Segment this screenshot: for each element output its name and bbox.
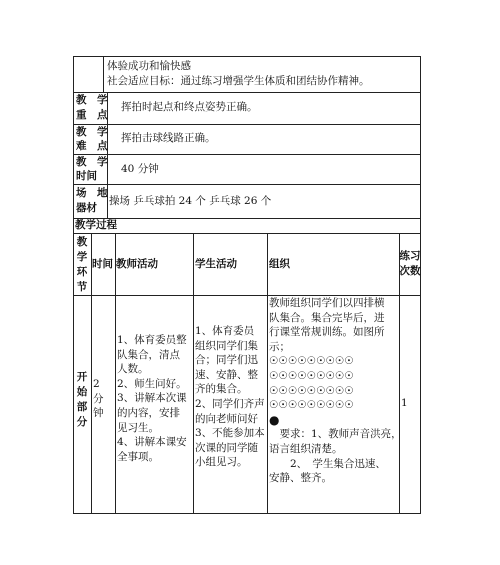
opening-time: 2 分 钟	[93, 378, 104, 420]
header-stage: 教 学 环 节	[76, 236, 88, 293]
table-border-right	[420, 56, 421, 514]
time-value: 40 分钟	[121, 163, 159, 175]
row-divider	[73, 218, 421, 219]
key-point-value: 挥拍时起点和终点姿势正确。	[121, 101, 258, 113]
header-organization: 组织	[269, 258, 290, 270]
column-divider	[267, 233, 268, 514]
practice-count: 1	[401, 397, 408, 409]
row-divider	[73, 124, 421, 125]
objective-text: 体验成功和愉快感	[107, 60, 191, 72]
lesson-plan-table	[73, 56, 421, 514]
stage-opening: 开 始 部 分	[76, 371, 88, 428]
table-border-bottom	[73, 513, 421, 514]
teacher-activity: 1、体育委员整 队集合，清点 人数。 2、师生问好。 3、讲解本次课 的内容，安排 见习生。 4、讲解本课安 全事项。	[117, 334, 187, 463]
row-label: 教 学	[76, 94, 108, 106]
row-label: 场 地	[76, 187, 108, 199]
formation-row: ☉☉☉☉☉☉☉☉☉	[269, 369, 354, 382]
formation-row: ☉☉☉☉☉☉☉☉☉	[269, 384, 354, 397]
difficult-point-value: 挥拍击球线路正确。	[121, 132, 216, 144]
header-student: 学生活动	[195, 258, 237, 270]
organization-cell: 教师组织同学们以四排横 队集合。集合完毕后，进 行课堂常规训练。如图所 示； ☉☉☉☉☉☉☉☉☉ ☉☉☉☉☉☉☉☉☉ ☉☉☉☉☉☉☉☉☉ ☉☉☉☉☉☉☉☉☉ ● 要求：1、教师声音洪亮， 语言组织清楚。 2、 学生集合迅速、 安静、整齐。	[269, 297, 402, 485]
row-divider	[73, 233, 421, 234]
row-divider	[73, 154, 421, 155]
teacher-position-marker: ●	[269, 412, 280, 427]
row-label: 重 点	[76, 109, 108, 121]
column-divider	[193, 233, 194, 514]
formation-row: ☉☉☉☉☉☉☉☉☉	[269, 355, 354, 368]
header-practice: 练习 次数	[399, 250, 421, 277]
venue-value: 操场 乒乓球拍 24 个 乒乓球 26 个	[109, 195, 272, 207]
row-divider	[73, 184, 421, 185]
header-teacher: 教师活动	[116, 258, 158, 270]
column-divider	[103, 56, 104, 92]
student-activity: 1、体育委员 组织同学们集 合；同学们迅 速、安静、整 齐的集合。 2、同学们齐声 的向老师问好 3、不能参加本 次课的同学随 小组见习。	[195, 325, 265, 469]
objective-text: 社会适应目标：通过练习增强学生体质和团结协作精神。	[107, 75, 370, 87]
formation-row: ☉☉☉☉☉☉☉☉☉	[269, 399, 354, 412]
column-divider	[115, 233, 116, 514]
header-time: 时间	[92, 258, 113, 270]
row-label: 难 点	[76, 140, 108, 152]
row-label: 器材	[76, 202, 97, 214]
row-label: 时间	[76, 170, 97, 182]
process-title: 教学过程	[75, 219, 117, 231]
table-border-top	[73, 56, 421, 57]
row-label: 教 学	[76, 126, 108, 138]
row-divider	[73, 92, 421, 93]
column-divider	[91, 233, 92, 514]
row-label: 教 学	[76, 156, 108, 168]
